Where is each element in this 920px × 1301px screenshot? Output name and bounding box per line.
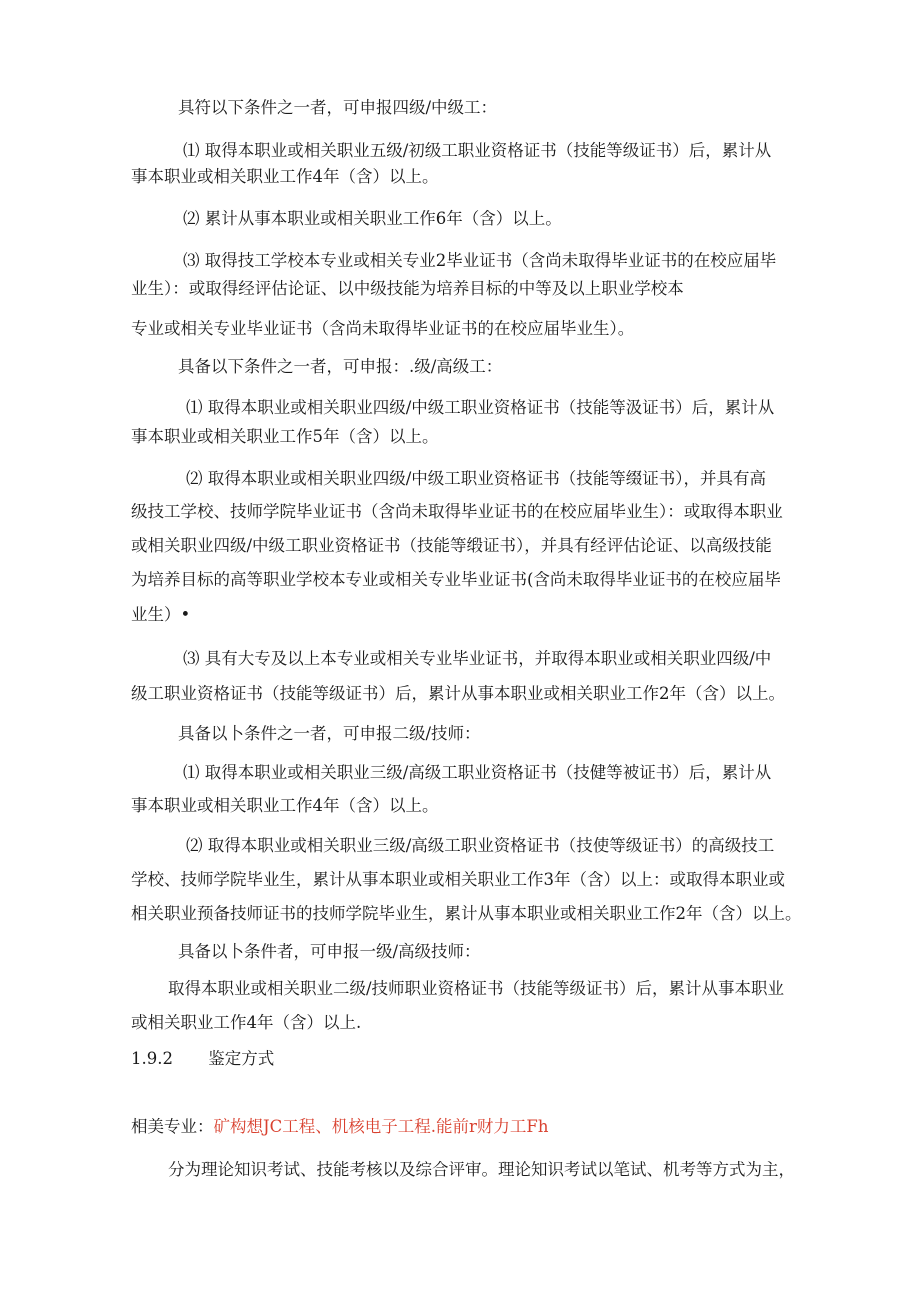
- text-line-3: 事本职业或相关职业工作4年（含）以上。: [131, 167, 439, 186]
- text-line-5: ⑶ 取得技工学校本专业或相关专业2毕业证书（含尚未取得毕业证书的在校应届毕: [183, 251, 777, 270]
- text-line-22: 学校、技师学院毕业生，累计从事本职业或相关职业工作3年（含）以上：或取得本职业或: [131, 870, 785, 889]
- text-line-13: 或相关职业四级/中级工职业资格证书（技能等缎证书），并具有经评估论证、以高级技能: [131, 536, 772, 555]
- assessment-text: 分为理论知识考试、技能考核以及综合评审。理论知识考试以笔试、机考等方式为主，: [168, 1160, 795, 1179]
- text-line-1: 具符以下条件之一者，可申报四级/中级工：: [178, 98, 498, 117]
- text-line-8: 具备以下条件之一者，可申报：.级/高级工：: [178, 357, 503, 376]
- text-line-24: 具备以卜条件者，可申报一级/高级技师：: [178, 942, 481, 961]
- text-line-11: ⑵ 取得本职业或相关职业四级/中级工职业资格证书（技能等缀证书），并具有高: [186, 469, 767, 488]
- text-line-25: 取得本职业或相关职业二级/技师职业资格证书（技能等级证书）后，累计从事本职业: [168, 979, 785, 998]
- related-label: 相美专业：: [131, 1117, 214, 1136]
- section-number: 1.9.2: [131, 1049, 173, 1068]
- text-line-12: 级技工学校、技师学院毕业证书（含尚未取得毕业证书的在校应届毕业生）：或取得本职业: [131, 502, 783, 521]
- text-line-9: ⑴ 取得本职业或相关职业四级/中级工职业资格证书（技能等汲证书）后，累计从: [186, 398, 775, 417]
- text-line-26: 或相关职业工作4年（含）以上.: [131, 1013, 362, 1032]
- text-line-19: ⑴ 取得本职业或相关职业三级/高级工职业资格证书（技健等被证书）后，累计从: [183, 763, 772, 782]
- text-line-7: 专业或相关专业毕业证书（含尚未取得毕业证书的在校应届毕业生）。: [131, 319, 635, 338]
- related-majors: [131, 1116, 548, 1138]
- text-line-2: ⑴ 取得本职业或相关职业五级/初级工职业资格证书（技能等级证书）后，累计从: [183, 141, 772, 160]
- text-line-18: 具备以卜条件之一者，可申报二级/技师：: [178, 724, 481, 743]
- text-line-4: ⑵ 累计从事本职业或相关职业工作6年（含）以上。: [183, 209, 562, 228]
- text-line-14: 为培养目标的高等职业学校本专业或相关专业毕业证书(含尚未取得毕业证书的在校应届毕: [131, 570, 781, 589]
- text-line-6: 业生）：或取得经评估论证、以中级技能为培养目标的中等及以上职业学校本: [131, 279, 684, 298]
- text-line-20: 事本职业或相关职业工作4年（含）以上。: [131, 796, 439, 815]
- text-line-17: 级工职业资格证书（技能等级证书）后，累计从事本职业或相关职业工作2年（含）以上。: [131, 684, 785, 703]
- section-title: 鉴定方式: [208, 1049, 275, 1068]
- section-heading: [131, 1048, 274, 1070]
- text-line-15: 业生）•: [131, 605, 191, 624]
- text-line-23: 相关职业预备技师证书的技师学院毕业生，累计从事本职业或相关职业工作2年（含）以上。: [131, 904, 802, 923]
- text-line-16: ⑶ 具有大专及以上本专业或相关专业毕业证书，并取得本职业或相关职业四级/中: [183, 649, 772, 668]
- text-line-10: 事本职业或相关职业工作5年（含）以上。: [131, 427, 439, 446]
- related-value: 矿构想JC工程、机核电子工程.能前r财力工Fh: [213, 1117, 549, 1136]
- text-line-21: ⑵ 取得本职业或相关职业三级/高级工职业资格证书（技使等级证书）的高级技工: [186, 836, 775, 855]
